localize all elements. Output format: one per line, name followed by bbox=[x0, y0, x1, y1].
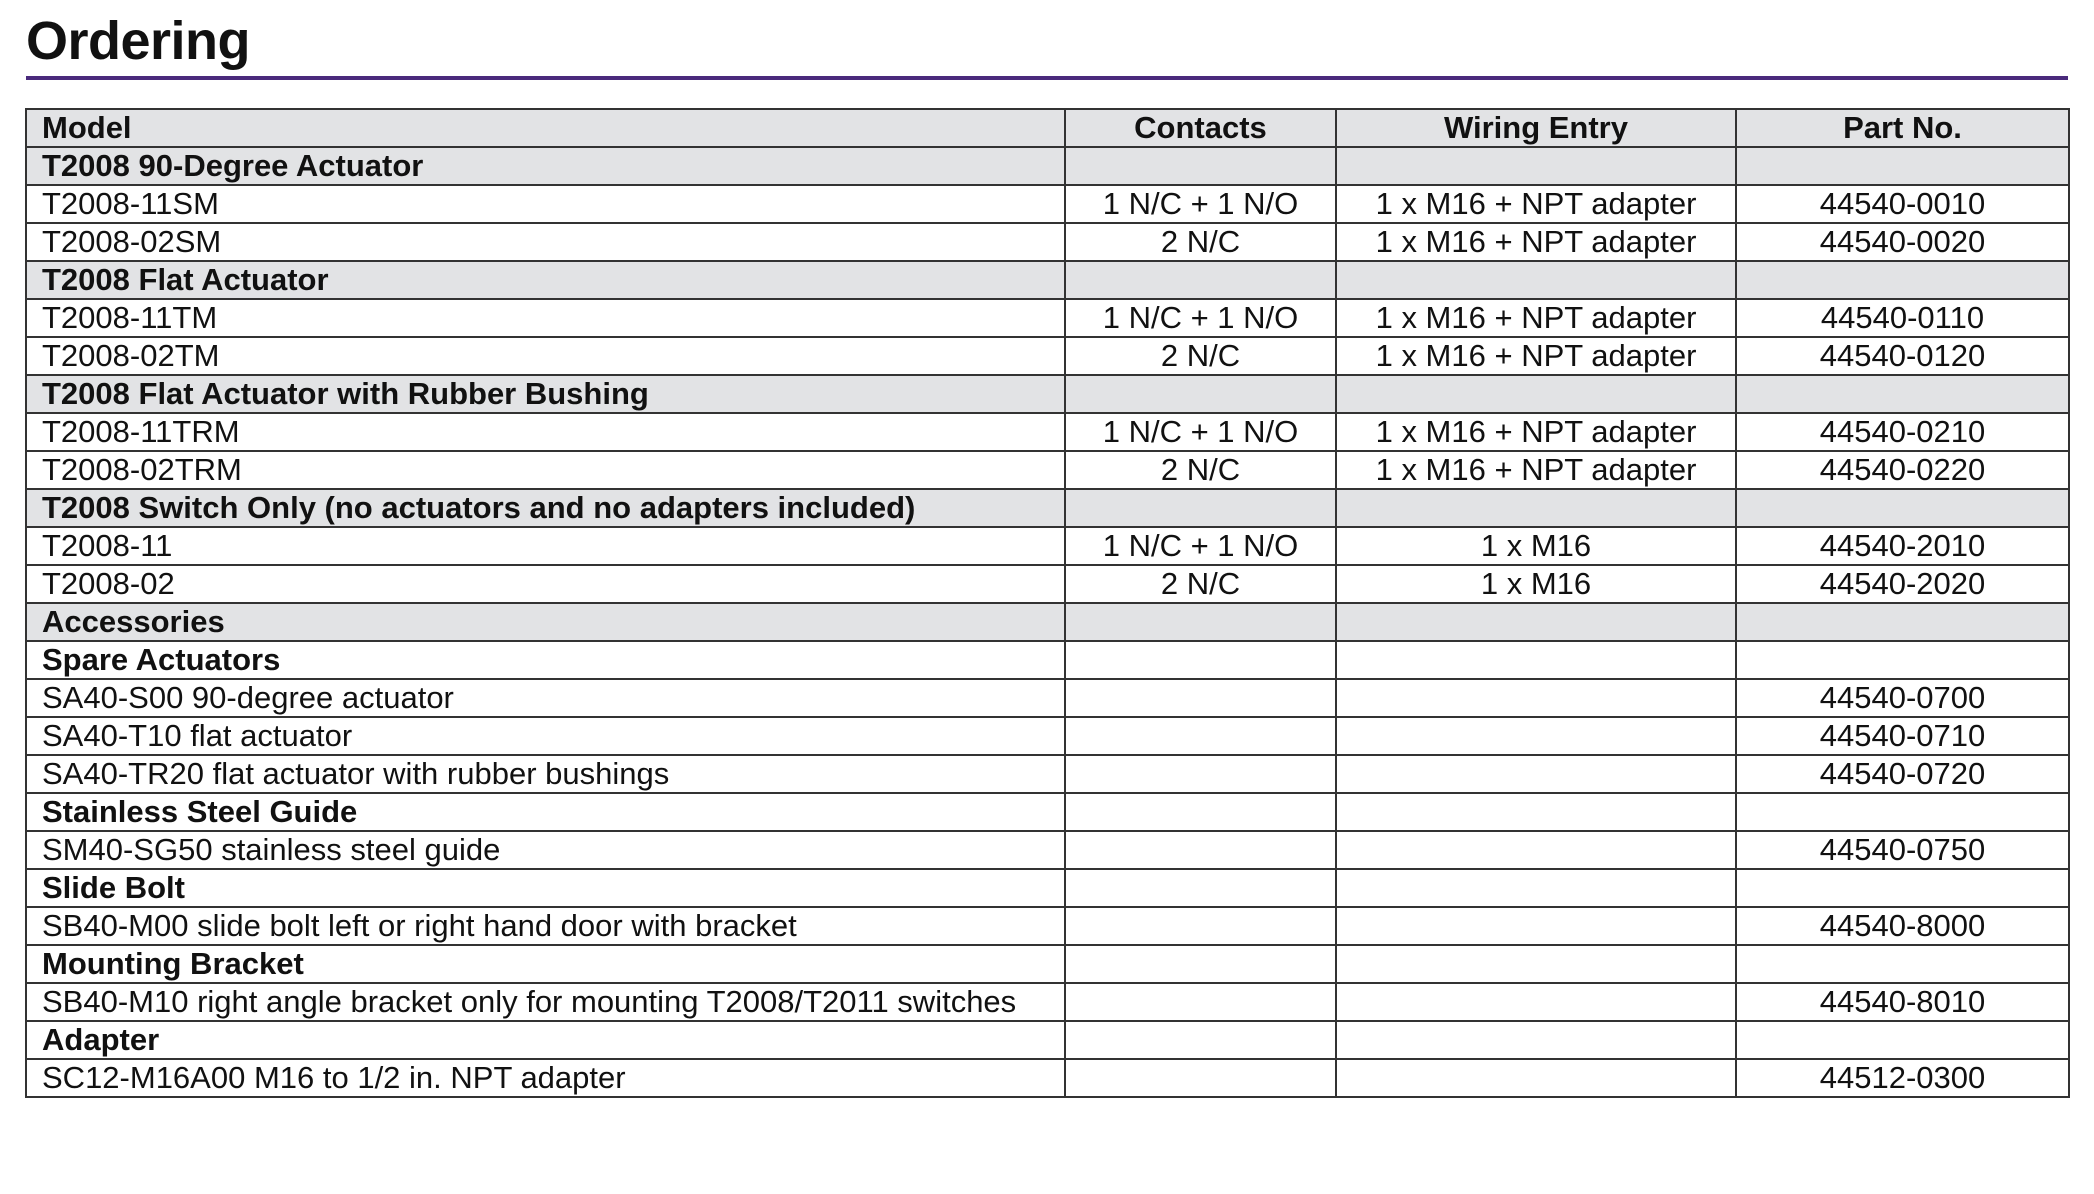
cell-contacts bbox=[1065, 641, 1336, 679]
cell-contacts bbox=[1065, 717, 1336, 755]
cell-part-no: 44512-0300 bbox=[1736, 1059, 2069, 1097]
cell-part-no: 44540-0020 bbox=[1736, 223, 2069, 261]
table-row bbox=[26, 185, 2069, 223]
section-row bbox=[26, 603, 2069, 641]
cell-contacts: 1 N/C + 1 N/O bbox=[1065, 299, 1336, 337]
table-row bbox=[26, 679, 2069, 717]
table-row bbox=[26, 983, 2069, 1021]
cell-model: T2008-11SM bbox=[26, 185, 1065, 223]
cell-model: T2008-02TM bbox=[26, 337, 1065, 375]
table-header-row bbox=[26, 109, 2069, 147]
cell-contacts: 1 N/C + 1 N/O bbox=[1065, 413, 1336, 451]
cell-wiring-entry bbox=[1336, 831, 1736, 869]
cell-model: T2008-11 bbox=[26, 527, 1065, 565]
subheading-row bbox=[26, 793, 2069, 831]
cell-model: SA40-T10 flat actuator bbox=[26, 717, 1065, 755]
cell-contacts bbox=[1065, 1021, 1336, 1059]
subheading-row bbox=[26, 945, 2069, 983]
cell-part-no: 44540-0710 bbox=[1736, 717, 2069, 755]
cell-model: T2008-11TRM bbox=[26, 413, 1065, 451]
cell-part-no bbox=[1736, 945, 2069, 983]
cell-part-no bbox=[1736, 603, 2069, 641]
cell-model: T2008 90-Degree Actuator bbox=[26, 147, 1065, 185]
cell-contacts bbox=[1065, 603, 1336, 641]
column-header-model: Model bbox=[26, 109, 1065, 147]
cell-model: Spare Actuators bbox=[26, 641, 1065, 679]
table-row bbox=[26, 413, 2069, 451]
cell-wiring-entry: 1 x M16 + NPT adapter bbox=[1336, 451, 1736, 489]
ordering-table-body bbox=[26, 147, 2069, 1097]
table-row bbox=[26, 527, 2069, 565]
cell-model: Accessories bbox=[26, 603, 1065, 641]
cell-model: Mounting Bracket bbox=[26, 945, 1065, 983]
cell-part-no: 44540-0210 bbox=[1736, 413, 2069, 451]
cell-contacts bbox=[1065, 261, 1336, 299]
cell-part-no: 44540-0720 bbox=[1736, 755, 2069, 793]
cell-model: T2008 Flat Actuator bbox=[26, 261, 1065, 299]
cell-wiring-entry: 1 x M16 bbox=[1336, 527, 1736, 565]
cell-wiring-entry bbox=[1336, 1059, 1736, 1097]
cell-contacts bbox=[1065, 793, 1336, 831]
cell-wiring-entry bbox=[1336, 261, 1736, 299]
cell-wiring-entry bbox=[1336, 869, 1736, 907]
page-title: Ordering bbox=[26, 11, 251, 71]
section-row bbox=[26, 489, 2069, 527]
cell-contacts bbox=[1065, 831, 1336, 869]
cell-model: T2008-02TRM bbox=[26, 451, 1065, 489]
cell-contacts: 2 N/C bbox=[1065, 337, 1336, 375]
table-row bbox=[26, 451, 2069, 489]
cell-contacts: 2 N/C bbox=[1065, 451, 1336, 489]
subheading-row bbox=[26, 1021, 2069, 1059]
cell-part-no: 44540-2010 bbox=[1736, 527, 2069, 565]
table-row bbox=[26, 831, 2069, 869]
cell-contacts bbox=[1065, 945, 1336, 983]
cell-part-no bbox=[1736, 375, 2069, 413]
cell-wiring-entry bbox=[1336, 641, 1736, 679]
cell-model: T2008-11TM bbox=[26, 299, 1065, 337]
cell-wiring-entry: 1 x M16 + NPT adapter bbox=[1336, 337, 1736, 375]
cell-part-no: 44540-0220 bbox=[1736, 451, 2069, 489]
cell-model: SC12-M16A00 M16 to 1/2 in. NPT adapter bbox=[26, 1059, 1065, 1097]
column-header-part-no: Part No. bbox=[1736, 109, 2069, 147]
cell-model: T2008-02SM bbox=[26, 223, 1065, 261]
cell-part-no bbox=[1736, 869, 2069, 907]
cell-part-no bbox=[1736, 1021, 2069, 1059]
subheading-row bbox=[26, 869, 2069, 907]
cell-contacts: 1 N/C + 1 N/O bbox=[1065, 185, 1336, 223]
cell-wiring-entry bbox=[1336, 375, 1736, 413]
table-row bbox=[26, 223, 2069, 261]
cell-model: T2008 Switch Only (no actuators and no adapters included) bbox=[26, 489, 1065, 527]
cell-wiring-entry: 1 x M16 bbox=[1336, 565, 1736, 603]
cell-wiring-entry bbox=[1336, 793, 1736, 831]
cell-contacts bbox=[1065, 983, 1336, 1021]
cell-model: T2008-02 bbox=[26, 565, 1065, 603]
table-row bbox=[26, 755, 2069, 793]
ordering-table bbox=[25, 108, 2070, 1098]
table-row bbox=[26, 299, 2069, 337]
cell-wiring-entry bbox=[1336, 489, 1736, 527]
cell-part-no: 44540-8000 bbox=[1736, 907, 2069, 945]
cell-contacts bbox=[1065, 1059, 1336, 1097]
cell-part-no: 44540-0750 bbox=[1736, 831, 2069, 869]
cell-wiring-entry bbox=[1336, 1021, 1736, 1059]
subheading-row bbox=[26, 641, 2069, 679]
table-row bbox=[26, 1059, 2069, 1097]
cell-model: SM40-SG50 stainless steel guide bbox=[26, 831, 1065, 869]
column-header-wiring-entry: Wiring Entry bbox=[1336, 109, 1736, 147]
cell-wiring-entry bbox=[1336, 945, 1736, 983]
cell-model: Slide Bolt bbox=[26, 869, 1065, 907]
cell-part-no: 44540-2020 bbox=[1736, 565, 2069, 603]
table-row bbox=[26, 907, 2069, 945]
cell-contacts bbox=[1065, 755, 1336, 793]
cell-wiring-entry bbox=[1336, 679, 1736, 717]
cell-contacts bbox=[1065, 375, 1336, 413]
cell-wiring-entry bbox=[1336, 603, 1736, 641]
cell-part-no: 44540-0110 bbox=[1736, 299, 2069, 337]
cell-model: SB40-M00 slide bolt left or right hand door with bracket bbox=[26, 907, 1065, 945]
cell-wiring-entry bbox=[1336, 907, 1736, 945]
cell-wiring-entry bbox=[1336, 147, 1736, 185]
cell-part-no bbox=[1736, 489, 2069, 527]
cell-model: T2008 Flat Actuator with Rubber Bushing bbox=[26, 375, 1065, 413]
cell-contacts bbox=[1065, 679, 1336, 717]
cell-model: SA40-S00 90-degree actuator bbox=[26, 679, 1065, 717]
table-row bbox=[26, 717, 2069, 755]
cell-model: SA40-TR20 flat actuator with rubber bushings bbox=[26, 755, 1065, 793]
cell-wiring-entry: 1 x M16 + NPT adapter bbox=[1336, 413, 1736, 451]
cell-wiring-entry bbox=[1336, 983, 1736, 1021]
table-row bbox=[26, 337, 2069, 375]
cell-model: Stainless Steel Guide bbox=[26, 793, 1065, 831]
column-header-contacts: Contacts bbox=[1065, 109, 1336, 147]
cell-contacts bbox=[1065, 489, 1336, 527]
cell-model: Adapter bbox=[26, 1021, 1065, 1059]
cell-contacts bbox=[1065, 869, 1336, 907]
cell-part-no: 44540-0700 bbox=[1736, 679, 2069, 717]
cell-part-no: 44540-8010 bbox=[1736, 983, 2069, 1021]
cell-part-no bbox=[1736, 261, 2069, 299]
cell-wiring-entry: 1 x M16 + NPT adapter bbox=[1336, 223, 1736, 261]
cell-part-no: 44540-0120 bbox=[1736, 337, 2069, 375]
cell-wiring-entry: 1 x M16 + NPT adapter bbox=[1336, 185, 1736, 223]
cell-model: SB40-M10 right angle bracket only for mounting T2008/T2011 switches bbox=[26, 983, 1065, 1021]
cell-contacts bbox=[1065, 907, 1336, 945]
section-row bbox=[26, 261, 2069, 299]
cell-wiring-entry bbox=[1336, 755, 1736, 793]
cell-wiring-entry bbox=[1336, 717, 1736, 755]
section-row bbox=[26, 375, 2069, 413]
table-row bbox=[26, 565, 2069, 603]
cell-contacts: 2 N/C bbox=[1065, 565, 1336, 603]
cell-part-no: 44540-0010 bbox=[1736, 185, 2069, 223]
title-divider bbox=[26, 76, 2068, 80]
cell-part-no bbox=[1736, 793, 2069, 831]
cell-contacts bbox=[1065, 147, 1336, 185]
cell-contacts: 1 N/C + 1 N/O bbox=[1065, 527, 1336, 565]
cell-part-no bbox=[1736, 147, 2069, 185]
cell-part-no bbox=[1736, 641, 2069, 679]
cell-contacts: 2 N/C bbox=[1065, 223, 1336, 261]
cell-wiring-entry: 1 x M16 + NPT adapter bbox=[1336, 299, 1736, 337]
section-row bbox=[26, 147, 2069, 185]
